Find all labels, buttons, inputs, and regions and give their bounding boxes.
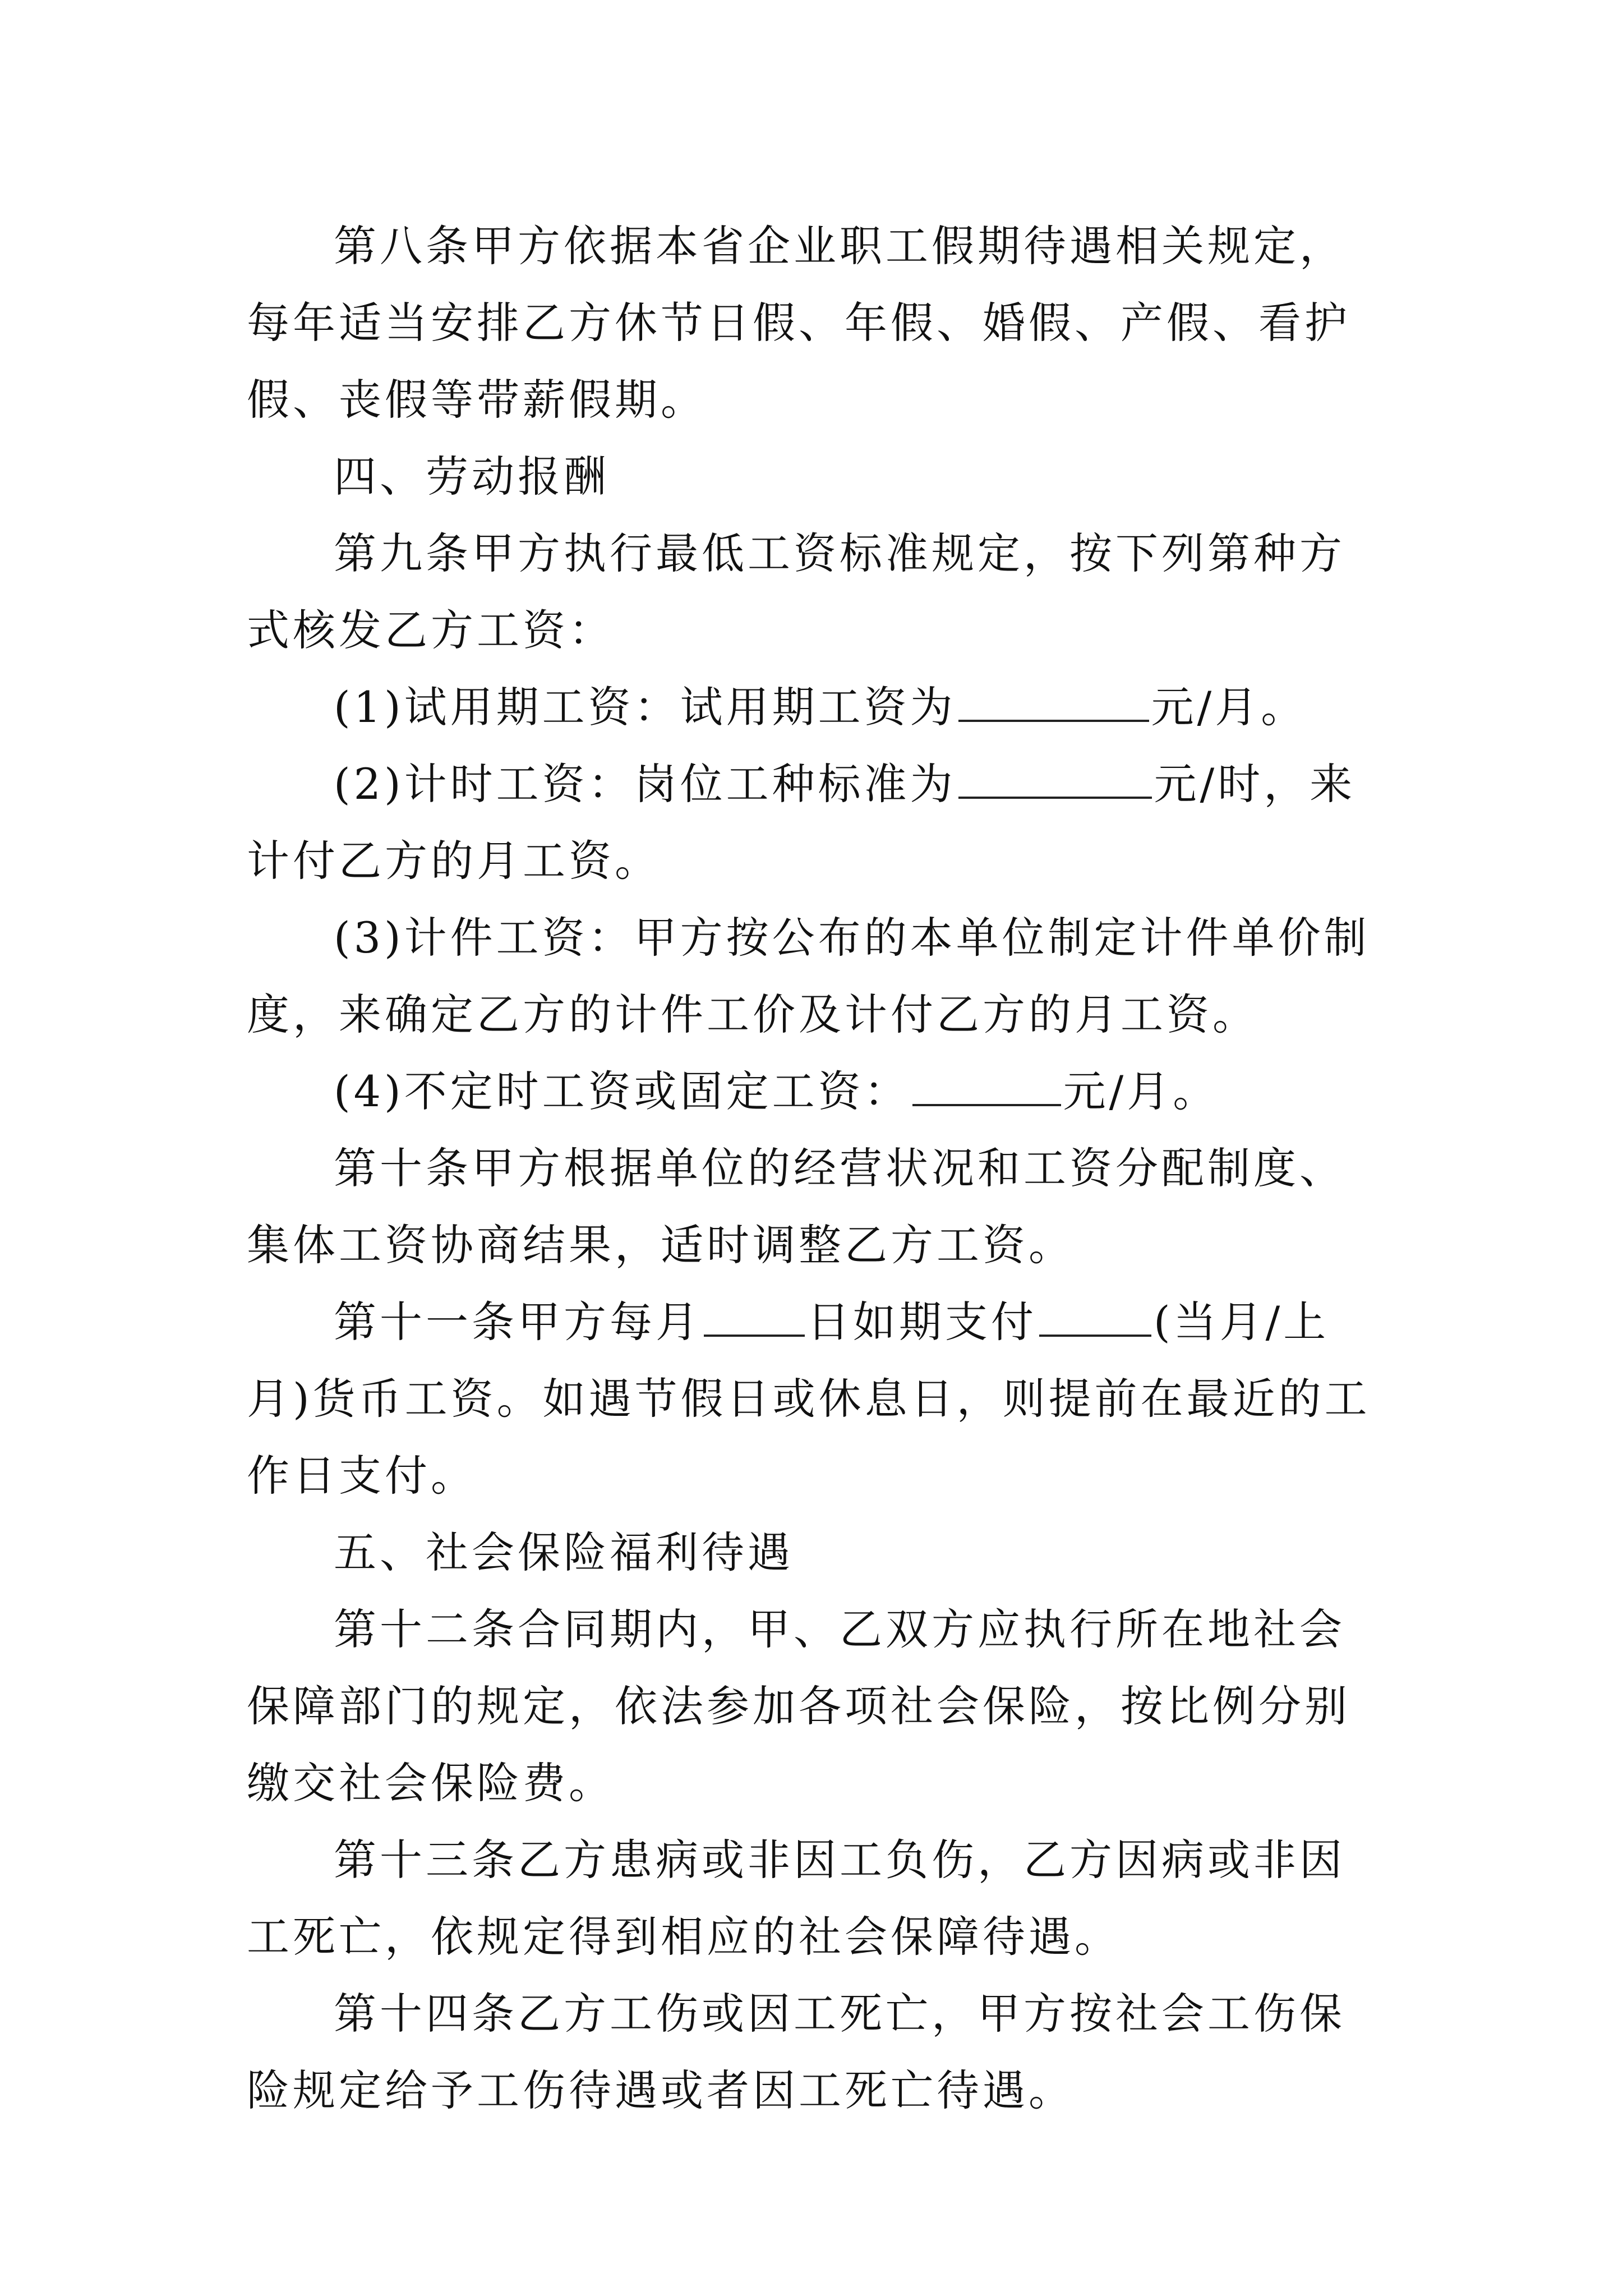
item-4-text: (4)不定时工资或固定工资： xyxy=(334,1066,910,1116)
article-12: 第十二条合同期内，甲、乙双方应执行所在地社会保障部门的规定，依法参加各项社会保险，按比例分别缴交社会保险费。 xyxy=(247,1604,1350,1808)
document-body xyxy=(247,208,1385,2129)
article-11-text-c: (当月/上月)货币工资。如遇节假日或休息日，则提前在最近的工作日支付。 xyxy=(247,1297,1371,1501)
fixed-wage-blank xyxy=(912,1070,1061,1106)
article-9-item-3: (3)计件工资：甲方按公布的本单位制定计件单价制度，来确定乙方的计件工价及计付乙方的月工资。 xyxy=(247,913,1370,1039)
article-13: 第十三条乙方患病或非因工负伤，乙方因病或非因工死亡，依规定得到相应的社会保障待遇。 xyxy=(247,1835,1345,1962)
item-2-text: (2)计时工资：岗位工种标准为 xyxy=(334,759,956,809)
article-9: 第九条甲方执行最低工资标准规定，按下列第种方式核发乙方工资： xyxy=(247,528,1345,655)
hourly-wage-blank xyxy=(958,763,1152,799)
probation-wage-blank xyxy=(958,686,1149,722)
pay-day-blank xyxy=(704,1301,805,1337)
article-11 xyxy=(247,1283,1385,1514)
item-1-unit: 元/月。 xyxy=(1151,682,1307,732)
item-4-unit: 元/月。 xyxy=(1063,1066,1219,1116)
article-9-item-2 xyxy=(247,746,1385,899)
pay-month-blank xyxy=(1039,1301,1151,1337)
article-10: 第十条甲方根据单位的经营状况和工资分配制度、集体工资协商结果，适时调整乙方工资。 xyxy=(247,1143,1345,1270)
article-9-item-1 xyxy=(247,669,1385,746)
article-11-text-b: 日如期支付 xyxy=(807,1297,1037,1347)
section-4-heading: 四、劳动报酬 xyxy=(334,452,610,501)
item-1-text: (1)试用期工资：试用期工资为 xyxy=(334,682,956,732)
article-11-text-a: 第十一条甲方每月 xyxy=(334,1297,702,1347)
section-5-heading: 五、社会保险福利待遇 xyxy=(334,1527,794,1577)
article-14: 第十四条乙方工伤或因工死亡，甲方按社会工伤保险规定给予工伤待遇或者因工死亡待遇。 xyxy=(247,1989,1345,2115)
item-2-unit: 元/时，来计付乙方的月工资。 xyxy=(247,759,1356,886)
article-8: 第八条甲方依据本省企业职工假期待遇相关规定，每年适当安排乙方休节日假、年假、婚假、产假、看护假、丧假等带薪假期。 xyxy=(247,221,1350,425)
article-9-item-4 xyxy=(247,1053,1385,1130)
